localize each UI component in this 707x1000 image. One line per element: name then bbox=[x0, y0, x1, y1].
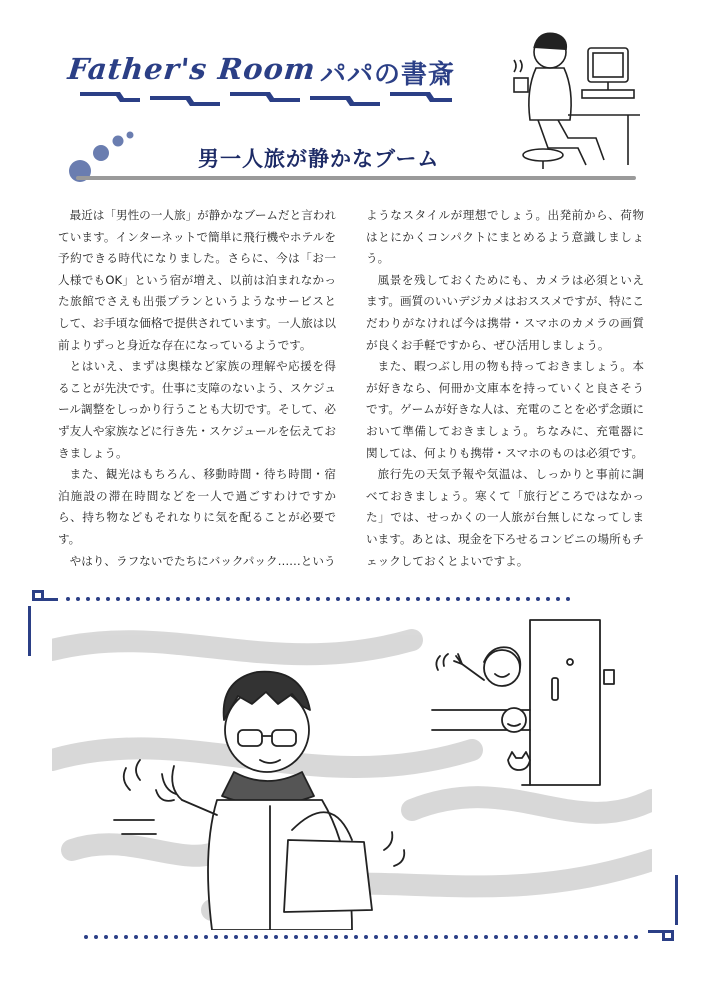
logo-english: Father's Room bbox=[66, 52, 318, 86]
father-at-computer-illustration bbox=[508, 20, 643, 170]
paragraph: やはり、ラフないでたちにバックパック……という bbox=[69, 553, 336, 568]
title-rule bbox=[76, 176, 636, 180]
paragraph-continuation: ようなスタイルが理想でしょう。出発前から、荷物はとにかくコンパクトにまとめるよう意識しましょう。 bbox=[366, 208, 644, 266]
article-right-column bbox=[366, 205, 644, 572]
paragraph: 風景を残しておくためにも、カメラは必須といえます。画質のいいデジカメはおススメですが、特にこだわりがなければ今は携帯・スマホのカメラの画質が良くお手軽ですから、ぜひ活用しましょう。 bbox=[366, 272, 644, 352]
article-left-column bbox=[58, 205, 336, 572]
paragraph: 最近は「男性の一人旅」が静かなブームだと言われています。インターネットで簡単に飛行機やホテルを予約できる時代になりました。さらに、今は「お一人様でもOK」という宿が増え、以前は泊まれなかった旅館でさえも出張プランというようなサービスとして、お手頃な価格で提供されています。一人旅は以前よりずっと身近な存在になっているようです。 bbox=[58, 208, 336, 352]
departure-scene-illustration bbox=[52, 610, 652, 930]
logo-japanese: パパの書斎 bbox=[320, 60, 456, 90]
paragraph: 旅行先の天気予報や気温は、しっかりと事前に調べておきましょう。寒くて「旅行どころではなかった」では、せっかくの一人旅が台無しになってしまいます。あとは、現金を下ろせるコンビニの場所もチェックしておくとよいですよ。 bbox=[366, 467, 644, 568]
decorative-band bbox=[80, 92, 452, 106]
article-title: 男一人旅が静かなブーム bbox=[198, 147, 440, 171]
paragraph: また、観光はもちろん、移動時間・待ち時間・宿泊施設の滞在時間などを一人で過ごすわけですから、持ち物などもそれなりに気を配ることが必要です。 bbox=[58, 467, 336, 546]
paragraph: また、暇つぶし用の物も持っておきましょう。本が好きなら、何冊か文庫本を持っていくと良さそうです。ゲームが好きな人は、充電のことを必ず念頭において準備しておきましょう。ちなみに、充電器に関しては、何よりも携帯・スマホのものは必須です。 bbox=[366, 359, 644, 460]
paragraph: とはいえ、まずは奥様など家族の理解や応援を得ることが先決です。仕事に支障のないよう、スケジュール調整をしっかり行うことも大切です。そして、必ず友人や家族などに行き先・スケジュールを伝えておきましょう。 bbox=[58, 359, 336, 460]
